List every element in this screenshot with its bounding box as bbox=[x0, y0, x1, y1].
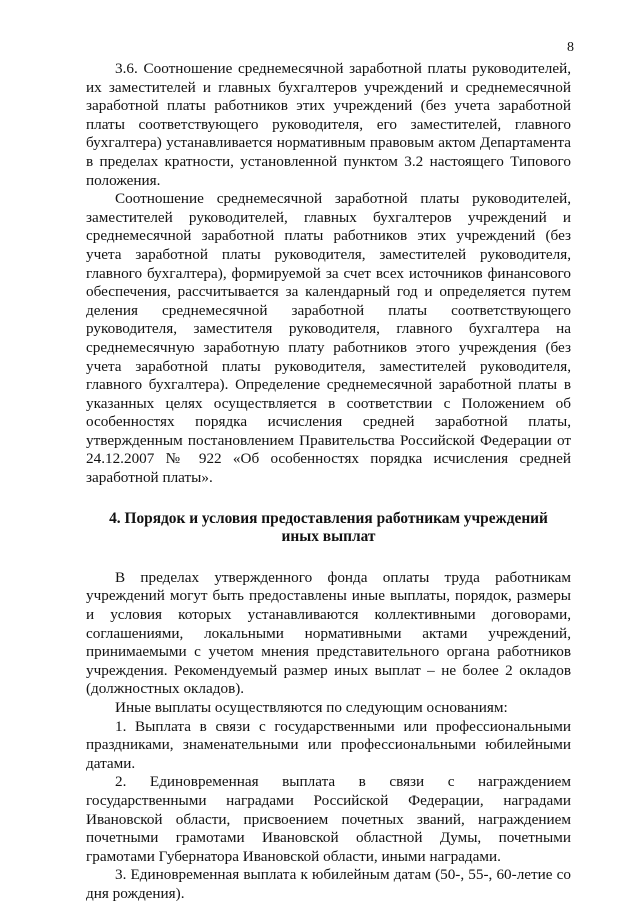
list-item-3: 3. Единовременная выплата к юбилейным датам (50-, 55-, 60-летие со дня рождения). bbox=[86, 866, 571, 902]
paragraph-other-payments-fund: В пределах утвержденного фонда оплаты труда работникам учреждений могут быть предоставлены иные выплаты, порядок, размеры и условия которых устанавливаются коллективными договорами, соглашениями, локальными нормативными актами учреждений, принимаемыми с учетом мнения представительного органа работников учреждения. Рекомендуемый размер иных выплат – не более 2 окладов (должностных окладов). bbox=[86, 568, 571, 698]
paragraph-ratio-calculation: Соотношение среднемесячной заработной платы руководителей, заместителей руководителей, главных бухгалтеров учреждений и среднемесячной заработной платы работников этих учреждений (без учета заработной платы руководителя, заместителей руководителя, главного бухгалтера), формируемой за счет всех источников финансового обеспечения, рассчитывается за календарный год и определяется путем деления среднемесячной заработной платы соответствующего руководителя, заместителя руководителя, главного бухгалтера на среднемесячную заработную плату работников этого учреждения (без учета заработной платы руководителя, заместителей руководителя, главного бухгалтера). Определение среднемесячной заработной платы в указанных целях осуществляется в соответствии с Положением об особенностях порядка исчисления средней заработной платы, утвержденным постановлением Правительства Российской Федерации от 24.12.2007 № 922 «Об особенностях порядка исчисления средней заработной платы». bbox=[86, 190, 571, 487]
document-body bbox=[86, 60, 571, 904]
section-4-heading-line2: иных выплат bbox=[281, 528, 376, 546]
list-item-2: 2. Единовременная выплата в связи с награждением государственными наградами Российской Федерации, наградами Ивановской области, присвоением почетных званий, награждением почетными грамотами Ивановской областной Думы, почетными грамотами Губернатора Ивановской области, иными наградами. bbox=[86, 773, 571, 865]
page-number: 8 bbox=[567, 40, 574, 55]
section-4-heading bbox=[86, 510, 571, 547]
paragraph-3-6: 3.6. Соотношение среднемесячной заработной платы руководителей, их заместителей и главных бухгалтеров учреждений и среднемесячной заработной платы работников этих учреждений (без учета заработной платы соответствующего руководителя, его заместителей, главного бухгалтера) устанавливается нормативным правовым актом Департамента в пределах кратности, установленной пунктом 3.2 настоящего Типового положения. bbox=[86, 60, 571, 189]
list-item-1: 1. Выплата в связи с государственными или профессиональными праздниками, знаменательными или профессиональными юбилейными датами. bbox=[86, 717, 571, 772]
paragraph-payment-grounds: Иные выплаты осуществляются по следующим основаниям: bbox=[115, 699, 508, 716]
section-4-heading-line1: 4. Порядок и условия предоставления работникам учреждений bbox=[109, 509, 548, 527]
